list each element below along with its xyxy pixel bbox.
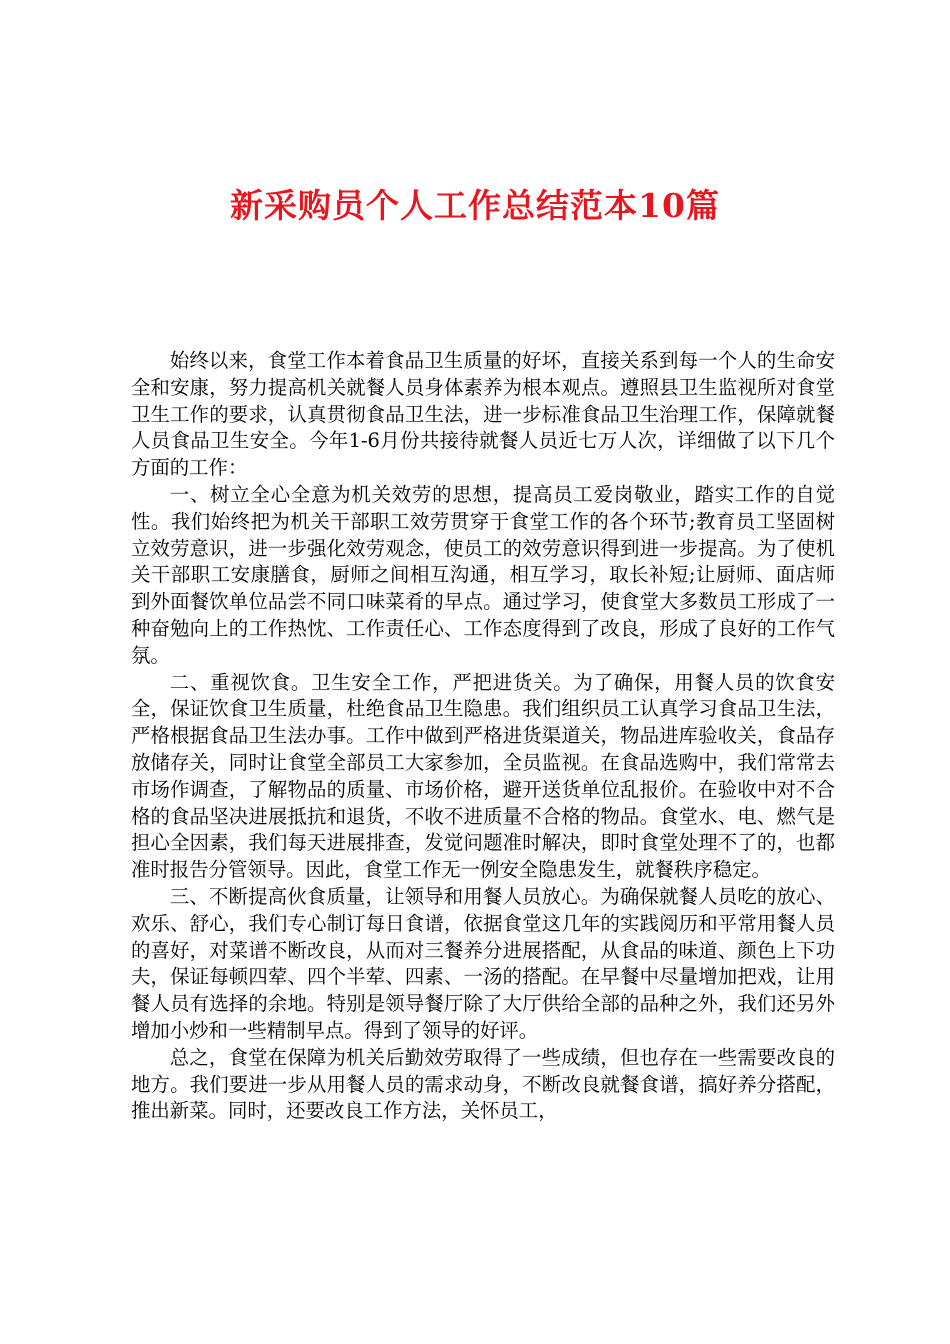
paragraph-section-two: 二、重视饮食。卫生安全工作，严把进货关。为了确保，用餐人员的饮食安全，保证饮食卫生质量，杜绝食品卫生隐患。我们组织员工认真学习食品卫生法，严格根据食品卫生法办事。工作中做到严格进货渠道关，物品进库验收关，食品存放储存关，同时让食堂全部员工大家参加，全员监视。在食品选购中，我们常常去市场作调查，了解物品的质量、市场价格，避开送货单位乱报价。在验收中对不合格的食品坚决进展抵抗和退货，不收不进质量不合格的物品。食堂水、电、燃气是担心全因素，我们每天进展排查，发觉问题准时解决，即时食堂处理不了的，也都准时报告分管领导。因此，食堂工作无一例安全隐患发生，就餐秩序稳定。 — [131, 670, 835, 882]
paragraph-section-three: 三、不断提高伙食质量，让领导和用餐人员放心。为确保就餐人员吃的放心、欢乐、舒心，我们专心制订每日食谱，依据食堂这几年的实践阅历和平常用餐人员的喜好，对菜谱不断改良，从而对三餐养分进展搭配，从食品的味道、颜色上下功夫，保证每顿四荤、四个半荤、四素、一汤的搭配。在早餐中尽量增加把戏，让用餐人员有选择的余地。特别是领导餐厅除了大厅供给全部的品种之外，我们还另外增加小炒和一些精制早点。得到了领导的好评。 — [131, 884, 835, 1042]
paragraph-section-one: 一、树立全心全意为机关效劳的思想，提高员工爱岗敬业，踏实工作的自觉性。我们始终把为机关干部职工效劳贯穿于食堂工作的各个环节;教育员工坚固树立效劳意识，进一步强化效劳观念，使员工的效劳意识得到进一步提高。为了使机关干部职工安康膳食，厨师之间相互沟通，相互学习，取长补短;让厨师、面店师到外面餐饮单位品尝不同口味菜肴的早点。通过学习，使食堂大多数员工形成了一种奋勉向上的工作热忱、工作责任心、工作态度得到了改良，形成了良好的工作气氛。 — [131, 482, 835, 667]
document-body — [131, 348, 835, 1125]
document-title: 新采购员个人工作总结范本10篇 — [230, 186, 720, 225]
paragraph-intro: 始终以来，食堂工作本着食品卫生质量的好坏，直接关系到每一个人的生命安全和安康，努力提高机关就餐人员身体素养为根本观点。遵照县卫生监视所对食堂卫生工作的要求，认真贯彻食品卫生法，进一步标准食品卫生治理工作，保障就餐人员食品卫生安全。今年1-6月份共接待就餐人员近七万人次，详细做了以下几个方面的工作： — [131, 349, 835, 480]
paragraph-conclusion: 总之，食堂在保障为机关后勤效劳取得了一些成绩，但也存在一些需要改良的地方。我们要进一步从用餐人员的需求动身，不断改良就餐食谱，搞好养分搭配，推出新菜。同时，还要改良工作方法，关怀员工， — [131, 1045, 835, 1123]
